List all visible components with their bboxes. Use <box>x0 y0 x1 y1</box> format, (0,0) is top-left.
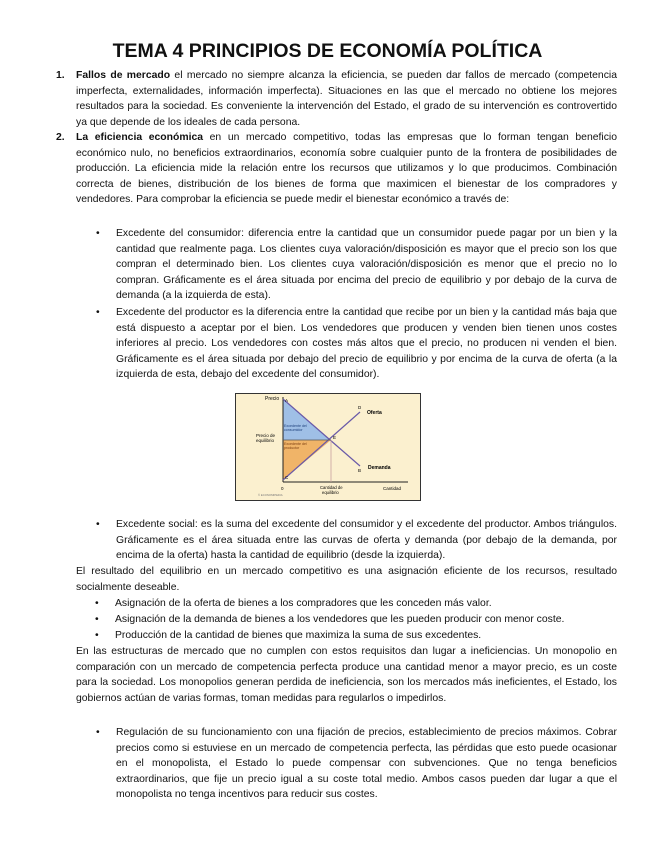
quantity-label-line-1: Cantidad de <box>320 485 343 490</box>
bullet-dot: • <box>96 307 100 318</box>
paragraph-equilibrium: El resultado del equilibrio en un mercado competitivo es una asignación eficiente de los recursos, resultado socialmente deseable. <box>76 566 617 593</box>
item-1-text: el mercado no siempre alcanza la eficiencia, se pueden dar fallos de mercado (competencia imperfecta, externalidades, información imperfecta). Situaciones en las que el mercado no obtiene los mejores resultados para la sociedad. Es conveniente la intervención del Estado, el grado de su intervención es controvertido ya que depende de los ideales de cada persona. <box>76 70 617 128</box>
bullet-dot: • <box>96 228 100 239</box>
price-label-line-1: Precio de <box>256 433 276 438</box>
document-title: TEMA 4 PRINCIPIOS DE ECONOMÍA POLÍTICA <box>112 40 543 62</box>
item-2-number: 2. <box>56 132 65 143</box>
bullet-allocation-supply: Asignación de la oferta de bienes a los compradores que les conceden más valor. <box>115 598 492 609</box>
item-1-heading: Fallos de mercado <box>76 70 171 81</box>
bullet-dot: • <box>95 614 99 625</box>
bullet-consumer-surplus: Excedente del consumidor: diferencia entre la cantidad que un consumidor puede pagar por un bien y la cantidad que realmente paga. Los clientes cuya valoración/disposición es mayor que el precio son los que compran el determinado bien. Los clientes cuya valoración/disposición es menor que el precio no lo compran. Gráficamente es el área situada por encima del precio de equilibrio y por debajo de la curva de demanda (a la izquierda de esta). <box>116 228 617 301</box>
demand-label: Demanda <box>368 465 391 471</box>
item-1-paragraph <box>76 68 617 130</box>
bullet-dot: • <box>95 630 99 641</box>
paragraph-monopoly: En las estructuras de mercado que no cumplen con estos requisitos dan lugar a ineficiencias. Un monopolio en comparación con un mercado de competencia perfecta produce una cantidad menor a mayor precio, es un coste para la sociedad. Los monopolios generan perdida de ineficiencia, son los mercados más ineficientes, el Estado, los gobiernos actúan de varias formas, toman medidas para regularlos o impedirlos. <box>76 646 617 704</box>
surplus-diagram <box>235 393 421 501</box>
producer-surplus-label-1: Excedente del <box>284 442 307 446</box>
x-axis-label: Cantidad <box>383 486 402 491</box>
y-axis-label: Precio <box>265 396 280 402</box>
point-d-label: D <box>358 405 362 410</box>
supply-label: Oferta <box>367 410 382 416</box>
surplus-chart-svg <box>236 394 422 502</box>
quantity-label-line-2: equilibrio <box>322 490 339 495</box>
origin-label: 0 <box>281 486 284 491</box>
consumer-surplus-label-2: consumidor <box>284 428 303 432</box>
point-e-label: E <box>333 435 337 440</box>
point-c-label: C <box>285 475 289 480</box>
item-2-paragraph <box>76 130 617 208</box>
bullet-regulation: Regulación de su funcionamiento con una fijación de precios, establecimiento de precios máximos. Cobrar precios como si estuviese en un mercado de competencia perfecta, las pérdidas que esto puede ocasionar en el monopolista, el Estado lo puede compensar con subvenciones. Que no tenga beneficios extraordinarios, que fije un precio igual a su coste total medio. Ambos casos pueden dar lugar a que el monopolista no tenga incentivos para reducir sus costes. <box>116 727 617 800</box>
item-2-heading: La eficiencia económica <box>76 132 204 143</box>
item-1-number: 1. <box>56 70 65 81</box>
bullet-production: Producción de la cantidad de bienes que maximiza la suma de sus excedentes. <box>115 630 482 641</box>
bullet-allocation-demand: Asignación de la demanda de bienes a los vendedores que les pueden producir con menor coste. <box>115 614 565 625</box>
bullet-dot: • <box>95 598 99 609</box>
consumer-surplus-label-1: Excedente del <box>284 424 307 428</box>
point-b-label: B <box>358 468 362 473</box>
bullet-producer-surplus: Excedente del productor es la diferencia entre la cantidad que recibe por un bien y la cantidad más baja que está dispuesto a aceptar por el bien. Los vendedores que producen y venden bien tienen unos costes inferiores al precio. Los vendedores con costes más altos que el precio, no producen ni venden el bien. Gráficamente es el área situada por debajo del precio de equilibrio y por encima de la curva de oferta (a la izquierda de esta, debajo del excedente del consumidor). <box>116 307 617 380</box>
bullet-dot: • <box>96 519 100 530</box>
item-2-text: en un mercado competitivo, todas las empresas que lo forman tengan beneficio económico nulo, no beneficios extraordinarios, economía sobre cualquier punto de la frontera de posibilidades de producción. La eficiencia mide la relación entre los recursos que utilizamos y lo que producimos. Combinación correcta de bienes, distribución de los bienes de forma que maximicen el bienestar de los compradores y vendedores. Para comprobar la eficiencia se puede medir el bienestar económico a través de: <box>76 132 617 205</box>
figure-caption: © ECONOMIPEDIA <box>258 493 283 497</box>
point-a-label: A <box>285 398 289 403</box>
producer-surplus-label-2: productor <box>284 446 300 450</box>
price-label-line-2: equilibrio <box>256 438 275 443</box>
bullet-dot: • <box>96 727 100 738</box>
bullet-social-surplus: Excedente social: es la suma del excedente del consumidor y el excedente del productor. Ambos triángulos. Gráficamente es el área situada entre las curvas de oferta y demanda (por debajo de la demanda, por encima de la oferta) hasta la cantidad de equilibrio (desde la izquierda). <box>116 519 617 561</box>
